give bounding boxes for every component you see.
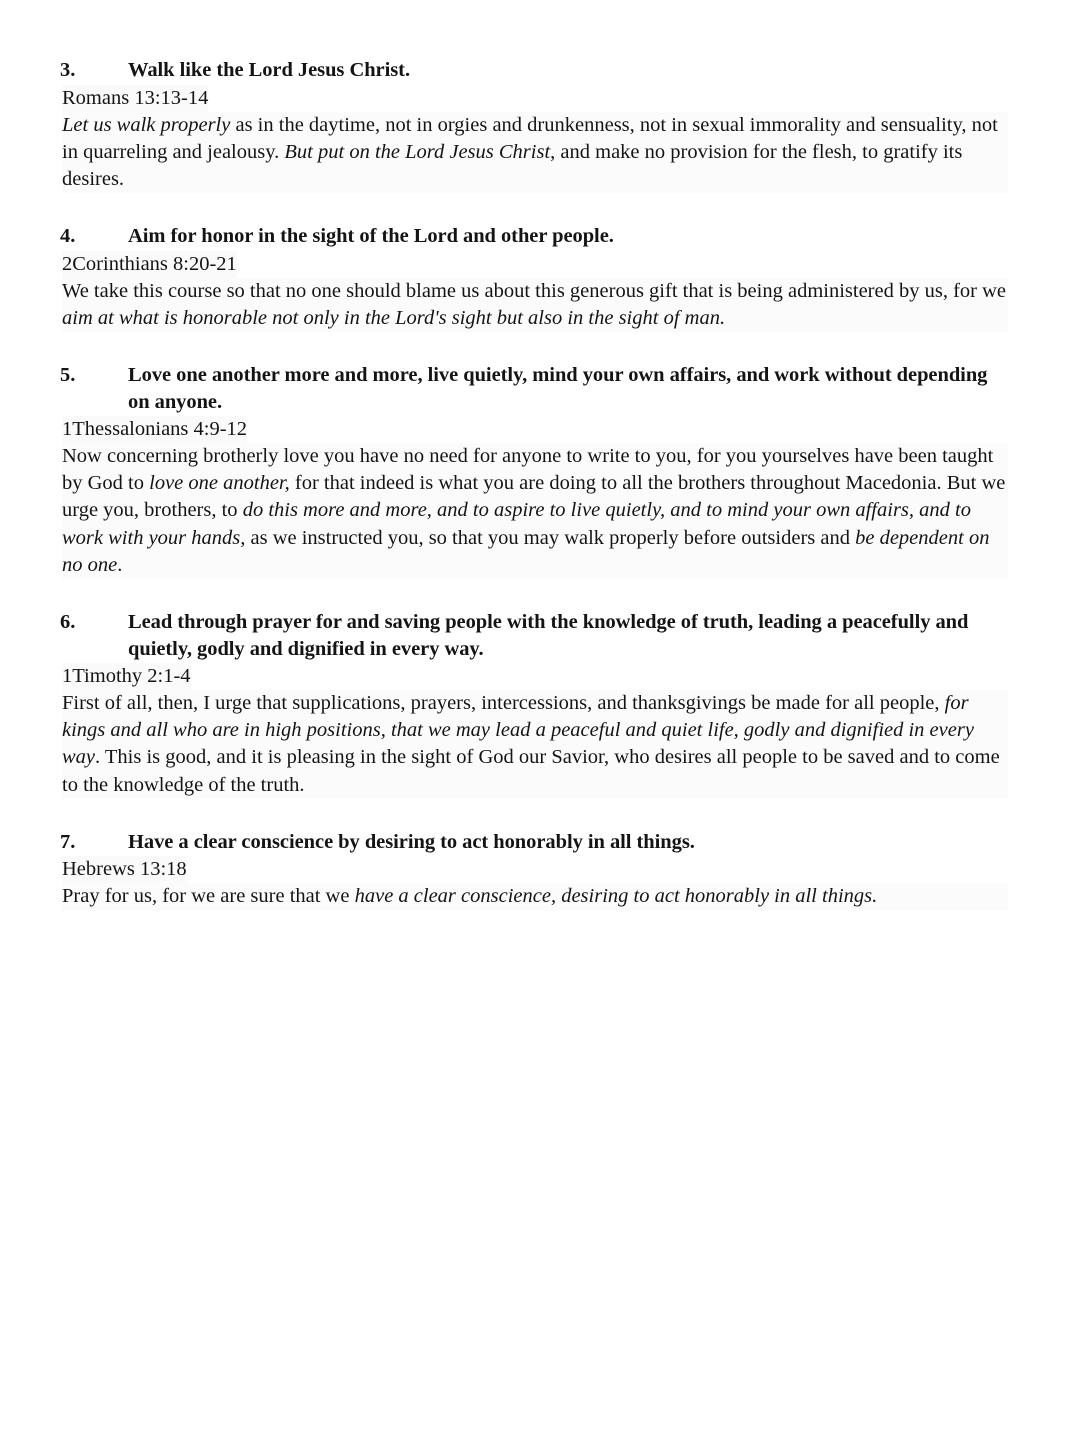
page-whitespace bbox=[62, 941, 1008, 1441]
list-item bbox=[62, 829, 1008, 911]
list-item bbox=[62, 223, 1008, 332]
item-number: 6. bbox=[60, 611, 76, 634]
list-item bbox=[62, 609, 1008, 799]
item-heading-7 bbox=[62, 829, 1008, 856]
item-heading-4 bbox=[62, 223, 1008, 250]
item-number: 5. bbox=[60, 364, 76, 387]
scripture-reference: Hebrews 13:18 bbox=[62, 856, 187, 883]
item-heading-5 bbox=[62, 362, 1008, 415]
verse-text: Pray for us, for we are sure that we have a clear conscience, desiring to act honorably in all things. bbox=[62, 883, 1008, 910]
verse-text: Let us walk properly as in the daytime, not in orgies and drunkenness, not in sexual immorality and sensuality, not in quarreling and jealousy. But put on the Lord Jesus Christ, and make no provision for the flesh, to gratify its desires. bbox=[62, 112, 1008, 194]
list-item bbox=[62, 362, 1008, 579]
item-heading-text: Have a clear conscience by desiring to act honorably in all things. bbox=[128, 830, 695, 853]
item-heading-text: Walk like the Lord Jesus Christ. bbox=[128, 59, 411, 81]
list-item bbox=[62, 57, 1008, 193]
verse-text: We take this course so that no one should blame us about this generous gift that is being administered by us, for we aim at what is honorable not only in the Lord's sight but also in the sight of man. bbox=[62, 278, 1008, 332]
item-heading-text: Aim for honor in the sight of the Lord and other people. bbox=[128, 225, 614, 248]
scripture-reference: 1Timothy 2:1-4 bbox=[62, 663, 191, 690]
scripture-reference: Romans 13:13-14 bbox=[62, 85, 208, 112]
verse-text: First of all, then, I urge that supplications, prayers, intercessions, and thanksgivings be made for all people, for kings and all who are in high positions, that we may lead a peaceful and quiet life, godly and dignified in every way. This is good, and it is pleasing in the sight of God our Savior, who desires all people to be saved and to come to the knowledge of the truth. bbox=[62, 690, 1008, 799]
scripture-reference: 1Thessalonians 4:9-12 bbox=[62, 416, 247, 443]
scripture-reference: 2Corinthians 8:20-21 bbox=[62, 251, 237, 278]
item-heading-text: Lead through prayer for and saving people with the knowledge of truth, leading a peacefully and quietly, godly and dignified in every way. bbox=[128, 611, 969, 660]
item-heading-6 bbox=[62, 609, 1008, 662]
item-heading-3 bbox=[62, 57, 1008, 84]
document-body bbox=[62, 57, 1008, 1441]
item-number: 4. bbox=[60, 225, 76, 248]
item-number: 7. bbox=[60, 830, 76, 853]
verse-text: Now concerning brotherly love you have no need for anyone to write to you, for you yourselves have been taught by God to love one another, for that indeed is what you are doing to all the brothers throughout Macedonia. But we urge you, brothers, to do this more and more, and to aspire to live quietly, and to mind your own affairs, and to work with your hands, as we instructed you, so that you may walk properly before outsiders and be dependent on no one. bbox=[62, 443, 1008, 579]
item-heading-text: Love one another more and more, live quietly, mind your own affairs, and work without depending on anyone. bbox=[128, 364, 988, 413]
item-number: 3. bbox=[60, 59, 76, 81]
